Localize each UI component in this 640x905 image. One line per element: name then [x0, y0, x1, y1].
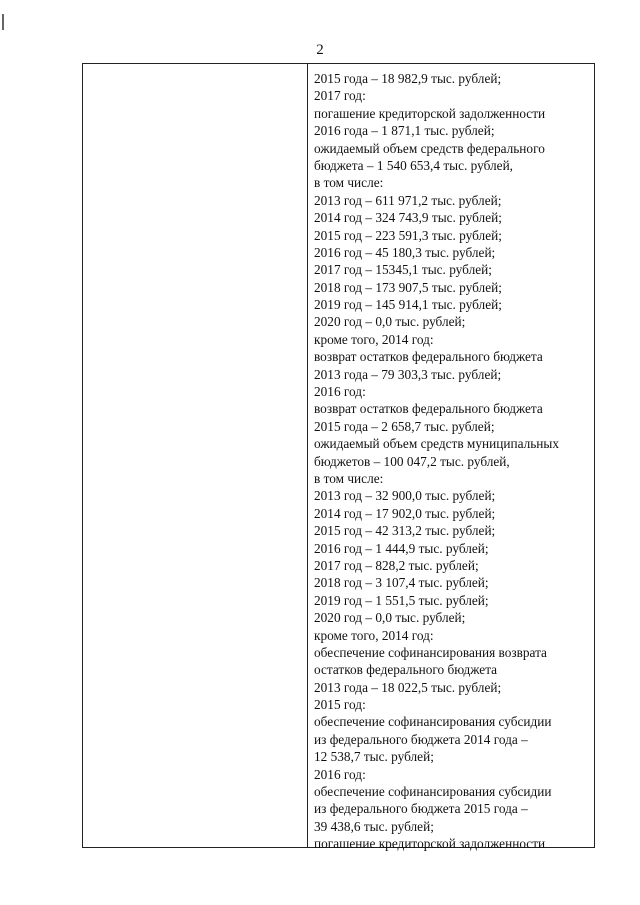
- table-text-line: остатков федерального бюджета: [314, 662, 498, 678]
- table-text-line: 2019 год – 145 914,1 тыс. рублей;: [314, 297, 502, 313]
- table-text-line: из федерального бюджета 2015 года –: [314, 801, 528, 817]
- table-text-line: из федерального бюджета 2014 года –: [314, 731, 528, 747]
- table-text-line: 2017 год:: [314, 88, 366, 104]
- table-text-line: кроме того, 2014 год:: [314, 331, 434, 347]
- table-text-line: в том числе:: [314, 470, 384, 486]
- table-text-line: 2015 года – 18 982,9 тыс. рублей;: [314, 71, 502, 86]
- table-text-line: ожидаемый объем средств муниципальных: [314, 436, 559, 452]
- table-text-line: погашение кредиторской задолженности: [314, 836, 546, 852]
- table-text-line: 12 538,7 тыс. рублей;: [314, 749, 434, 765]
- budget-table: [82, 63, 595, 852]
- table-text-line: 2020 год – 0,0 тыс. рублей;: [314, 610, 466, 626]
- scan-artifact-mark: [2, 14, 4, 30]
- table-text-line: 2013 года – 79 303,3 тыс. рублей;: [314, 366, 502, 382]
- table-text-line: 2016 года – 1 871,1 тыс. рублей;: [314, 123, 495, 139]
- table-text-line: бюджета – 1 540 653,4 тыс. рублей,: [314, 157, 514, 173]
- table-left-cell: [83, 64, 308, 847]
- table-text-line: 2016 год:: [314, 766, 366, 782]
- table-text-line: обеспечение софинансирования возврата: [314, 644, 547, 660]
- table-text-line: 2014 год – 17 902,0 тыс. рублей;: [314, 505, 496, 521]
- table-text-line: 2016 год – 1 444,9 тыс. рублей;: [314, 540, 489, 556]
- table-text-line: 2015 год – 223 591,3 тыс. рублей;: [314, 227, 502, 243]
- table-text-line: 2015 год – 42 313,2 тыс. рублей;: [314, 523, 496, 539]
- table-text-line: в том числе:: [314, 175, 384, 191]
- table-text-line: 2018 год – 3 107,4 тыс. рублей;: [314, 575, 489, 591]
- page-number: 2: [316, 42, 324, 58]
- table-text-line: кроме того, 2014 год:: [314, 627, 434, 643]
- table-text-line: 2017 год – 828,2 тыс. рублей;: [314, 557, 479, 573]
- table-text-line: 2016 год – 45 180,3 тыс. рублей;: [314, 244, 496, 260]
- table-text-line: 2013 год – 32 900,0 тыс. рублей;: [314, 488, 496, 504]
- table-text-line: 2017 год – 15345,1 тыс. рублей;: [314, 262, 492, 278]
- table-text-line: 2019 год – 1 551,5 тыс. рублей;: [314, 592, 489, 608]
- table-text-line: возврат остатков федерального бюджета: [314, 401, 543, 417]
- table-text-line: 2013 года – 18 022,5 тыс. рублей;: [314, 679, 502, 695]
- table-text-line: 2020 год – 0,0 тыс. рублей;: [314, 314, 466, 330]
- table-text-line: возврат остатков федерального бюджета: [314, 349, 543, 365]
- table-text-line: погашение кредиторской задолженности: [314, 105, 546, 121]
- table-text-line: 2013 год – 611 971,2 тыс. рублей;: [314, 192, 502, 208]
- table-text-line: обеспечение софинансирования субсидии: [314, 784, 552, 800]
- table-text-line: ожидаемый объем средств федерального: [314, 140, 545, 156]
- table-right-cell: [308, 64, 594, 852]
- table-text-line: 39 438,6 тыс. рублей;: [314, 818, 434, 834]
- table-text-line: обеспечение софинансирования субсидии: [314, 714, 552, 730]
- table-text-line: 2018 год – 173 907,5 тыс. рублей;: [314, 279, 502, 295]
- table-text-line: 2015 год:: [314, 697, 366, 713]
- table-text-line: бюджетов – 100 047,2 тыс. рублей,: [314, 453, 510, 469]
- table-text-line: 2015 года – 2 658,7 тыс. рублей;: [314, 418, 495, 434]
- table-text-line: 2016 год:: [314, 384, 366, 400]
- table-text-line: 2014 год – 324 743,9 тыс. рублей;: [314, 210, 502, 226]
